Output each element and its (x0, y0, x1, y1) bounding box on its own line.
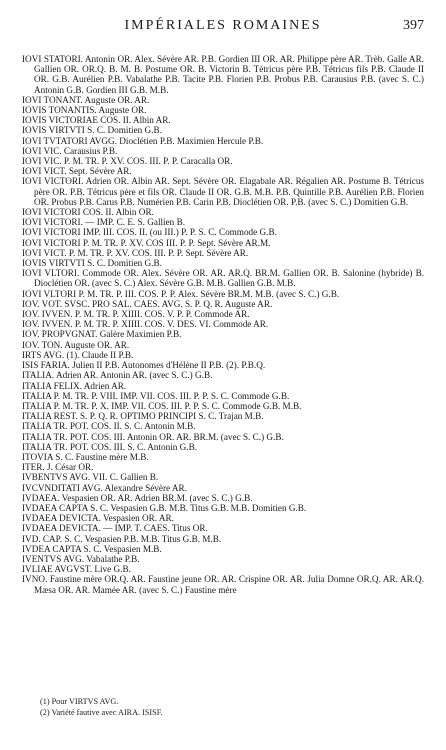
footnote: (1) Pour VIRTVS AVG. (40, 697, 119, 706)
list-item: IVBENTVS AVG. VII. C. Gallien B. (22, 472, 159, 483)
entry-list (22, 54, 424, 595)
list-item: IVDAEA CAPTA S. C. Vespasien G.B. M.B. Titus G.B. M.B. Domitien G.B. (22, 502, 307, 513)
list-item: IOVI STATORI. Antonin OR. Alex. Sévère AR. P.B. Gordien III OR. AR. Philippe père AR. Trèb. Galle AR. Gallien OR. OR.Q. B. M. B. Postume OR. B. Victorin B. Tétricus père P.B. Tétricus fils P.B. Claude II OR. G.B. Aurélien P.B. Vabalathe P.B. Tacite P.B. Florien P.B. Probus P.B. Carausius P.B. (avec S. C.) Antonin G.B. Gordien III G.B. M.B. (22, 54, 424, 95)
list-item: ISIS FARIA. Julien II P.B. Autonomes d'Hélène II P.B. (2). P.B.Q. (22, 360, 266, 371)
page-number: 397 (403, 18, 424, 33)
list-item: ITALIA P. M. TR. P. VIII. IMP. VII. COS. III. P. P. S. C. Commode G.B. (22, 390, 290, 401)
list-item: IOVI TVTATORI AVGG. Dioclétien P.B. Maximien Hercule P.B. (22, 135, 264, 146)
list-item: IVDAEA. Vespasien OR. AR. Adrien BR.M. (avec S. C.) G.B. (22, 492, 253, 503)
list-item: IOV. TON. Auguste OR. AR. (22, 339, 130, 350)
list-item: ITALIA REST. S. P. Q. R. OPTIMO PRINCIPI S. C. Trajan M.B. (22, 411, 264, 422)
footnote: (2) Variété fautive avec AIRA. ISISF. (40, 708, 163, 717)
list-item: IOVI VICTORI. Adrien OR. Albin AR. Sept. Sévère OR. Elagabale AR. Régalien AR. Postume B. Tétricus père OR. P.B. Tétricus père et fils OR. Claude II OR. G.B. M.B. P.B. Quintille P.B. Aurélien P.B. Florien OR. Probus P.B. Carus P.B. Numérien P.B. Carin P.B. Dioclétien OR. P.B. (avec S. C.) Domitien G.B. (22, 176, 424, 207)
list-item: IOV. PROPVGNAT. Galère Maximien P.B. (22, 329, 182, 340)
page-header (22, 18, 424, 40)
list-item: ITALIA TR. POT. COS. III. S. C. Antonin G.B. (22, 441, 198, 452)
list-item: IOVIS VIRTVTI S. C. Domitien G.B. (22, 125, 162, 136)
list-item: IOV. VOT. SVSC. PRO SAL. CAES. AVG. S. P. Q. R. Auguste AR. (22, 298, 273, 309)
page-title: IMPÉRIALES ROMAINES (124, 18, 322, 33)
list-item: IOVI VICTORI IMP. III. COS. II. (ou III.) P. P. S. C. Commode G.B. (22, 227, 277, 238)
list-item: IOVI VLTORI. Commode OR. Alex. Sévère OR. AR. AR.Q. BR.M. Gallien OR. B. Salonine (hybride) B. Dioclétien OR. (avec S. C.) Alex. Sévère G.B. M.B. Gallien G.B. M.B. (22, 268, 424, 289)
list-item: ITALIA TR. POT. COS. III. Antonin OR. AR. BR.M. (avec S. C.) G.B. (22, 431, 284, 442)
list-item: IVDEA CAPTA S. C. Vespasien M.B. (22, 543, 162, 554)
list-item: IVD. CAP. S. C. Vespasien P.B. M.B. Titus G.B. M.B. (22, 533, 222, 544)
list-item: ITALIA FELIX. Adrien AR. (22, 380, 127, 391)
list-item: IOVIS VICTORIAE COS. II. Albin AR. (22, 115, 171, 126)
list-item: IOVIS TONANTIS. Auguste OR. (22, 105, 147, 116)
list-item: IVNO. Faustine mère OR.Q. AR. Faustine jeune OR. AR. Crispine OR. AR. Julia Domne OR.Q. AR. AR.Q. Mæsa OR. AR. Mamée AR. (avec S. C.) Faustine mère (22, 574, 424, 595)
list-item: IOVI VICTORI COS. II. Albin OR. (22, 207, 154, 218)
list-item: IVLIAE AVGVST. Live G.B. (22, 564, 131, 575)
footnotes (40, 696, 420, 718)
list-item: IOVI VIC. Carausius P.B. (22, 145, 118, 156)
list-item: IVDAEA DEVICTA. Vespasien OR. AR. (22, 513, 174, 524)
list-item: ITALIA. Adrien AR. Antonin AR. (avec S. C.) G.B. (22, 370, 213, 381)
list-item: IOVI VICT. P. M. TR. P. XV. COS. III. P. P. Sept. Sévère AR. (22, 247, 249, 258)
list-item: ITER. J. César OR. (22, 462, 94, 473)
list-item: IRTS AVG. (1). Claude II P.B. (22, 349, 134, 360)
list-item: ITOVIA S. C. Faustine mère M.B. (22, 451, 149, 462)
list-item: IOVI VLTORI P. M. TR. P. III. COS. P. P. Alex. Sévère BR.M. M.B. (avec S. C.) G.B. (22, 288, 340, 299)
list-item: IVDAEA DEVICTA. — IMP. T. CAES. Titus OR. (22, 523, 208, 534)
list-item: IOVI TONANT. Auguste OR. AR. (22, 94, 150, 105)
list-item: ITALIA TR. POT. COS. II. S. C. Antonin M.B. (22, 421, 196, 432)
list-item: IOVI VIC. P. M. TR. P. XV. COS. III. P. P. Caracalla OR. (22, 156, 233, 167)
list-item: IVENTVS AVG. Vabalathe P.B. (22, 553, 140, 564)
list-item: IOV. IVVEN. P. M. TR. P. XIIII. COS. V. DES. VI. Commode AR. (22, 319, 269, 330)
list-item: IOV. IVVEN. P. M. TR. P. XIIII. COS. V. P. P. Commode AR. (22, 309, 250, 320)
list-item: IOVI VICTORI. — IMP. C. E. S. Gallien B. (22, 217, 185, 228)
list-item: ITALIA P. M. TR. P. X. IMP. VII. COS. III. P. P. S. C. Commode G.B. M.B. (22, 400, 302, 411)
list-item: IOVIS VIRTVTI S. C. Domitien G.B. (22, 258, 162, 269)
list-item: IOVI VICT. Sept. Sévère AR. (22, 166, 132, 177)
list-item: IVCVNDITATI AVG. Alexandre Sévère AR. (22, 482, 187, 493)
list-item: IOVI VICTORI P. M. TR. P. XV. COS III. P. P. Sept. Sévère AR.M. (22, 237, 271, 248)
